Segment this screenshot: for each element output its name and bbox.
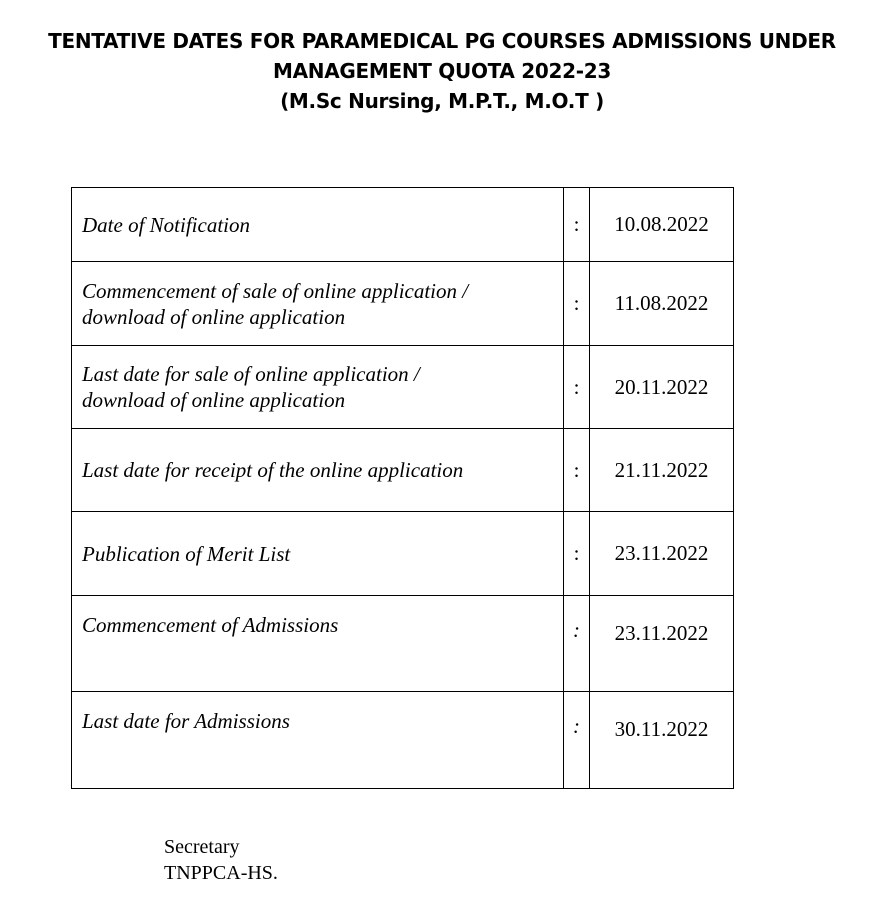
row-label: Publication of Merit List — [72, 512, 564, 596]
table-row — [72, 262, 734, 346]
row-label — [72, 262, 564, 346]
document-title — [0, 26, 869, 116]
signature-organization: TNPPCA-HS. — [164, 862, 278, 884]
row-date: 23.11.2022 — [590, 596, 734, 692]
table-row — [72, 512, 734, 596]
table-row — [72, 692, 734, 789]
schedule-table — [71, 187, 734, 789]
signature-block — [164, 834, 278, 886]
table-row — [72, 346, 734, 429]
row-date: 11.08.2022 — [590, 262, 734, 346]
title-line-3: (M.Sc Nursing, M.P.T., M.O.T ) — [280, 89, 604, 113]
signature-designation: Secretary — [164, 836, 240, 858]
row-separator: : — [564, 346, 590, 429]
row-separator: : — [564, 512, 590, 596]
row-label-line-2: download of online application — [82, 388, 346, 412]
row-separator: : — [564, 596, 590, 692]
row-separator: : — [564, 429, 590, 512]
row-label-line-1: Commencement of sale of online application / — [82, 278, 469, 303]
row-separator: : — [564, 692, 590, 789]
row-separator: : — [564, 188, 590, 262]
table-row — [72, 429, 734, 512]
row-label: Last date for receipt of the online application — [72, 429, 564, 512]
row-label-line-1: Last date for sale of online application / — [82, 362, 420, 386]
row-label — [72, 346, 564, 429]
row-label-line-2: download of online application — [82, 304, 346, 329]
row-label: Last date for Admissions — [72, 692, 564, 789]
table-row — [72, 596, 734, 692]
title-line-2: MANAGEMENT QUOTA 2022-23 — [273, 59, 611, 83]
title-line-1: TENTATIVE DATES FOR PARAMEDICAL PG COURSES ADMISSIONS UNDER — [48, 29, 836, 53]
row-date: 30.11.2022 — [590, 692, 734, 789]
row-date: 21.11.2022 — [590, 429, 734, 512]
row-date: 10.08.2022 — [590, 188, 734, 262]
row-separator: : — [564, 262, 590, 346]
row-label: Date of Notification — [72, 188, 564, 262]
table-row — [72, 188, 734, 262]
row-date: 20.11.2022 — [590, 346, 734, 429]
row-date: 23.11.2022 — [590, 512, 734, 596]
row-label: Commencement of Admissions — [72, 596, 564, 692]
